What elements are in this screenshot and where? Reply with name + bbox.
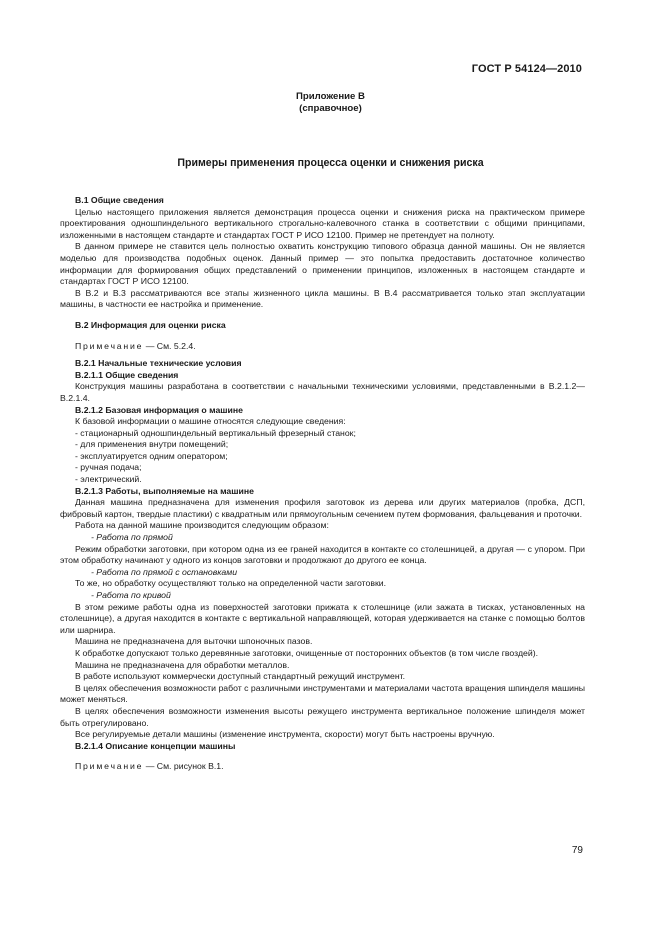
section-heading-b213: В.2.1.3 Работы, выполняемые на машине [75, 485, 254, 496]
paragraph: Машина не предназначена для обработки металлов. [75, 659, 290, 670]
section-heading-b21: В.2.1 Начальные технические условия [75, 358, 242, 369]
paragraph: Режим обработки заготовки, при котором одна из ее граней находится в контакте со столешницей, а другая — с упором. При этом обработку начинают у одного из концов заготовки и продолжают до другого ее конца. [60, 543, 585, 566]
note [60, 341, 585, 353]
paragraph: Все регулируемые детали машины (изменение инструмента, скорости) могут быть настроены вручную. [75, 729, 495, 740]
note-text: — См. 5.2.4. [143, 340, 196, 351]
list-item: - для применения внутри помещений; [75, 439, 229, 450]
section-heading-b212: В.2.1.2 Базовая информация о машине [75, 404, 243, 415]
note-text: — См. рисунок В.1. [143, 761, 224, 772]
document-body [60, 195, 585, 773]
paragraph: В этом режиме работы одна из поверхностей заготовки прижата к столешнице (или зажата в тисках, установленных на столешнице), а другая находится в контакте с вертикальной направляющей, которая удерживается на станке с помощью болтов или шарнира. [60, 601, 585, 635]
paragraph: В целях обеспечения возможности изменения высоты режущего инструмента вертикальное положение шпинделя может быть отрегулировано. [60, 705, 585, 728]
work-mode-1: - Работа по прямой [91, 532, 173, 543]
list-item: - ручная подача; [75, 462, 142, 473]
paragraph: Целью настоящего приложения является демонстрация процесса оценки и снижения риска на практическом примере проектирования одношпиндельного вертикального строгально-калевочного станка в соответствии с общими принципами, изложенными в настоящем стандарте и стандартах ГОСТ Р ИСО 12100. Пример не претендует на полноту. [60, 206, 585, 240]
paragraph: Машина не предназначена для выточки шпоночных пазов. [75, 636, 313, 647]
appendix-title: Приложение В [296, 91, 365, 102]
paragraph: Конструкция машины разработана в соответствии с начальными техническими условиями, представленными в В.2.1.2—В.2.1.4. [60, 381, 585, 403]
note-label: Примечание [75, 761, 144, 772]
page-number: 79 [571, 845, 583, 856]
work-mode-2: - Работа по прямой с остановками [91, 566, 238, 577]
work-mode-3: - Работа по кривой [91, 590, 171, 600]
section-heading-b1: В.1 Общие сведения [75, 195, 164, 205]
section-heading-b2: В.2 Информация для оценки риска [75, 319, 226, 330]
standard-designation: ГОСТ Р 54124—2010 [471, 63, 582, 75]
list-item: - эксплуатируется одним оператором; [75, 450, 228, 461]
paragraph: То же, но обработку осуществляют только на определенной части заготовки. [75, 578, 387, 589]
section-heading-b214: В.2.1.4 Описание концепции машины [75, 740, 236, 751]
appendix-heading [0, 91, 661, 115]
paragraph: В В.2 и В.3 рассматриваются все этапы жизненного цикла машины. В В.4 рассматривается только этап эксплуатации машины, в частности ее настройка и применение. [60, 287, 585, 310]
paragraph: В целях обеспечения возможности работ с различными инструментами и материалами частота вращения шпинделя машины может меняться. [60, 682, 585, 705]
paragraph: В данном примере не ставится цель полностью охватить конструкцию типового образца данной машины. Он не является моделью для производства подобных оценок. Данный пример — это попытка предоставить достаточное количество информации для формирования общих представлений о применении принципов, изложенных в настоящем стандарте и стандартах ГОСТ Р ИСО 12100. [60, 241, 585, 287]
paragraph: Данная машина предназначена для изменения профиля заготовок из дерева или других материалов (пробка, ДСП, фибровый картон, твердые пластики) с квадратным или прямоугольным сечением путем формования, фальцевания и проточки. [60, 497, 585, 519]
section-heading-b211: В.2.1.1 Общие сведения [75, 369, 179, 380]
note-label: Примечание [75, 340, 144, 351]
paragraph: В работе используют коммерчески доступный стандартный режущий инструмент. [75, 671, 406, 682]
paragraph: К базовой информации о машине относятся следующие сведения: [75, 416, 346, 427]
list-item: - стационарный одношпиндельный вертикальный фрезерный станок; [75, 427, 356, 438]
list-item: - электрический. [75, 474, 142, 485]
main-title: Примеры применения процесса оценки и снижения риска [177, 157, 484, 169]
appendix-subtitle: (справочное) [299, 103, 362, 114]
note [60, 761, 585, 773]
paragraph: К обработке допускают только деревянные заготовки, очищенные от посторонних объектов (в том числе гвоздей). [75, 647, 539, 658]
paragraph: Работа на данной машине производится следующим образом: [75, 520, 329, 531]
